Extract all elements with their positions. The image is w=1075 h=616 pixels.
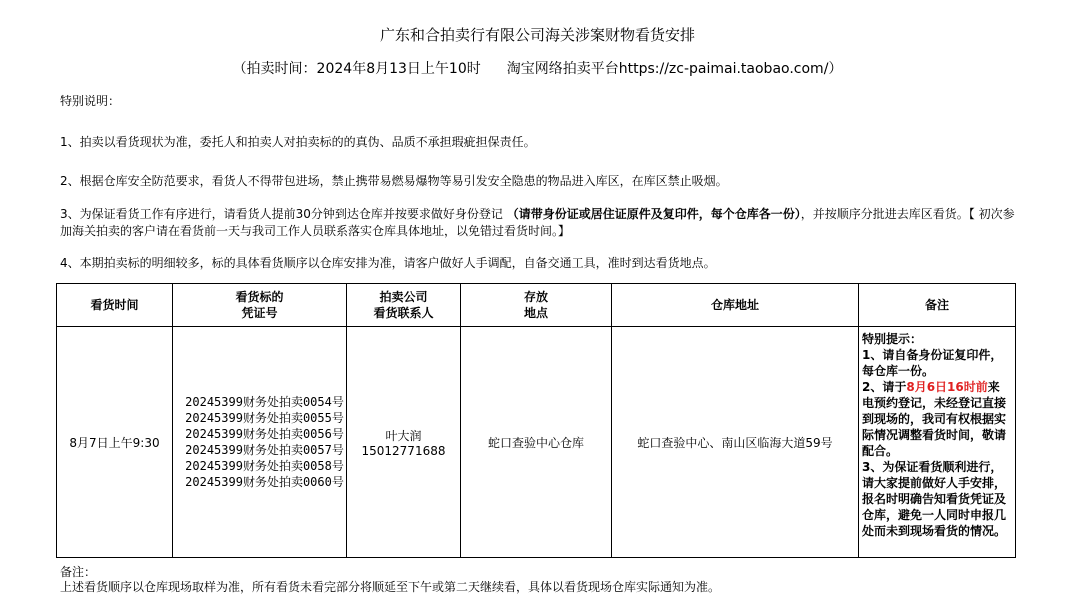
remark-line-1: 1、请自备身份证复印件，每仓库一份。 bbox=[862, 348, 1003, 378]
note-item-3-text-b: ，并按顺序分批进去库区看货。【 初次参加海关拍卖的客户请在看货前一天与我司工作人员联系落实仓库具体地址，以免错过看货时间。】 bbox=[60, 207, 1015, 238]
cell-viewing-time: 8月7日上午9:30 bbox=[57, 327, 173, 558]
remark-title: 特别提示： bbox=[862, 332, 923, 346]
note-item-1: 1、拍卖以看货现状为准，委托人和拍卖人对拍卖标的的真伪、品质不承担瑕疵担保责任。 bbox=[60, 135, 536, 149]
voucher-item: 20245399财务处拍卖0057号 bbox=[185, 443, 344, 457]
contact-phone: 15012771688 bbox=[361, 443, 446, 458]
remark-line-3: 3、为保证看货顺利进行，请大家提前做好人手安排，报名时明确告知看货凭证及仓库，避免一人同时申报几处而未到现场看货的情况。 bbox=[862, 460, 1007, 538]
voucher-item: 20245399财务处拍卖0055号 bbox=[185, 411, 344, 425]
table-header-row bbox=[57, 284, 1016, 327]
voucher-item: 20245399财务处拍卖0056号 bbox=[185, 427, 344, 441]
header-voucher: 看货标的 凭证号 bbox=[173, 284, 347, 327]
cell-location: 蛇口查验中心仓库 bbox=[461, 327, 612, 558]
contact-name: 叶大润 bbox=[385, 428, 422, 443]
header-location: 存放 地点 bbox=[461, 284, 612, 327]
note-item-3-text-a: 3、为保证看货工作有序进行，请看货人提前30分钟到达仓库并按要求做好身份登记 bbox=[60, 207, 507, 221]
remark-deadline: 8月6日16时前 bbox=[906, 380, 988, 394]
auction-time: （拍卖时间：2024年8月13日上午10时 bbox=[232, 61, 481, 77]
note-item-3 bbox=[60, 206, 1020, 240]
footer-label: 备注： bbox=[60, 565, 97, 579]
page-title: 广东和合拍卖行有限公司海关涉案财物看货安排 bbox=[379, 26, 695, 44]
viewing-schedule-table bbox=[56, 283, 1016, 558]
notes-heading: 特别说明： bbox=[60, 94, 121, 108]
note-item-3-emphasis: （请带身份证或居住证原件及复印件，每个仓库各一份） bbox=[506, 207, 801, 221]
table-row bbox=[57, 327, 1016, 558]
remark-line-2: 2、请于8月6日16时前来电预约登记，未经登记直接到现场的，我司有权根据实际情况调整看货时间，敬请配合。 bbox=[862, 380, 1007, 458]
header-viewing-time: 看货时间 bbox=[57, 284, 173, 327]
voucher-item: 20245399财务处拍卖0054号 bbox=[185, 395, 344, 409]
cell-vouchers bbox=[173, 327, 347, 558]
cell-contact bbox=[347, 327, 461, 558]
note-item-2: 2、根据仓库安全防范要求，看货人不得带包进场，禁止携带易燃易爆物等易引发安全隐患的物品进入库区，在库区禁止吸烟。 bbox=[60, 174, 728, 188]
header-remark: 备注 bbox=[859, 284, 1016, 327]
voucher-item: 20245399财务处拍卖0058号 bbox=[185, 459, 344, 473]
cell-address: 蛇口查验中心、南山区临海大道59号 bbox=[612, 327, 859, 558]
voucher-item: 20245399财务处拍卖0060号 bbox=[185, 475, 344, 489]
auction-platform: 淘宝网络拍卖平台https://zc-paimai.taobao.com/） bbox=[506, 61, 843, 77]
header-contact: 拍卖公司 看货联系人 bbox=[347, 284, 461, 327]
cell-remark bbox=[859, 327, 1016, 558]
header-address: 仓库地址 bbox=[612, 284, 859, 327]
auction-info bbox=[0, 58, 1075, 78]
note-item-4: 4、本期拍卖标的明细较多，标的具体看货顺序以仓库安排为准，请客户做好人手调配，自备交通工具，准时到达看货地点。 bbox=[60, 256, 716, 270]
footer-text: 上述看货顺序以仓库现场取样为准，所有看货未看完部分将顺延至下午或第二天继续看，具体以看货现场仓库实际通知为准。 bbox=[60, 580, 721, 594]
